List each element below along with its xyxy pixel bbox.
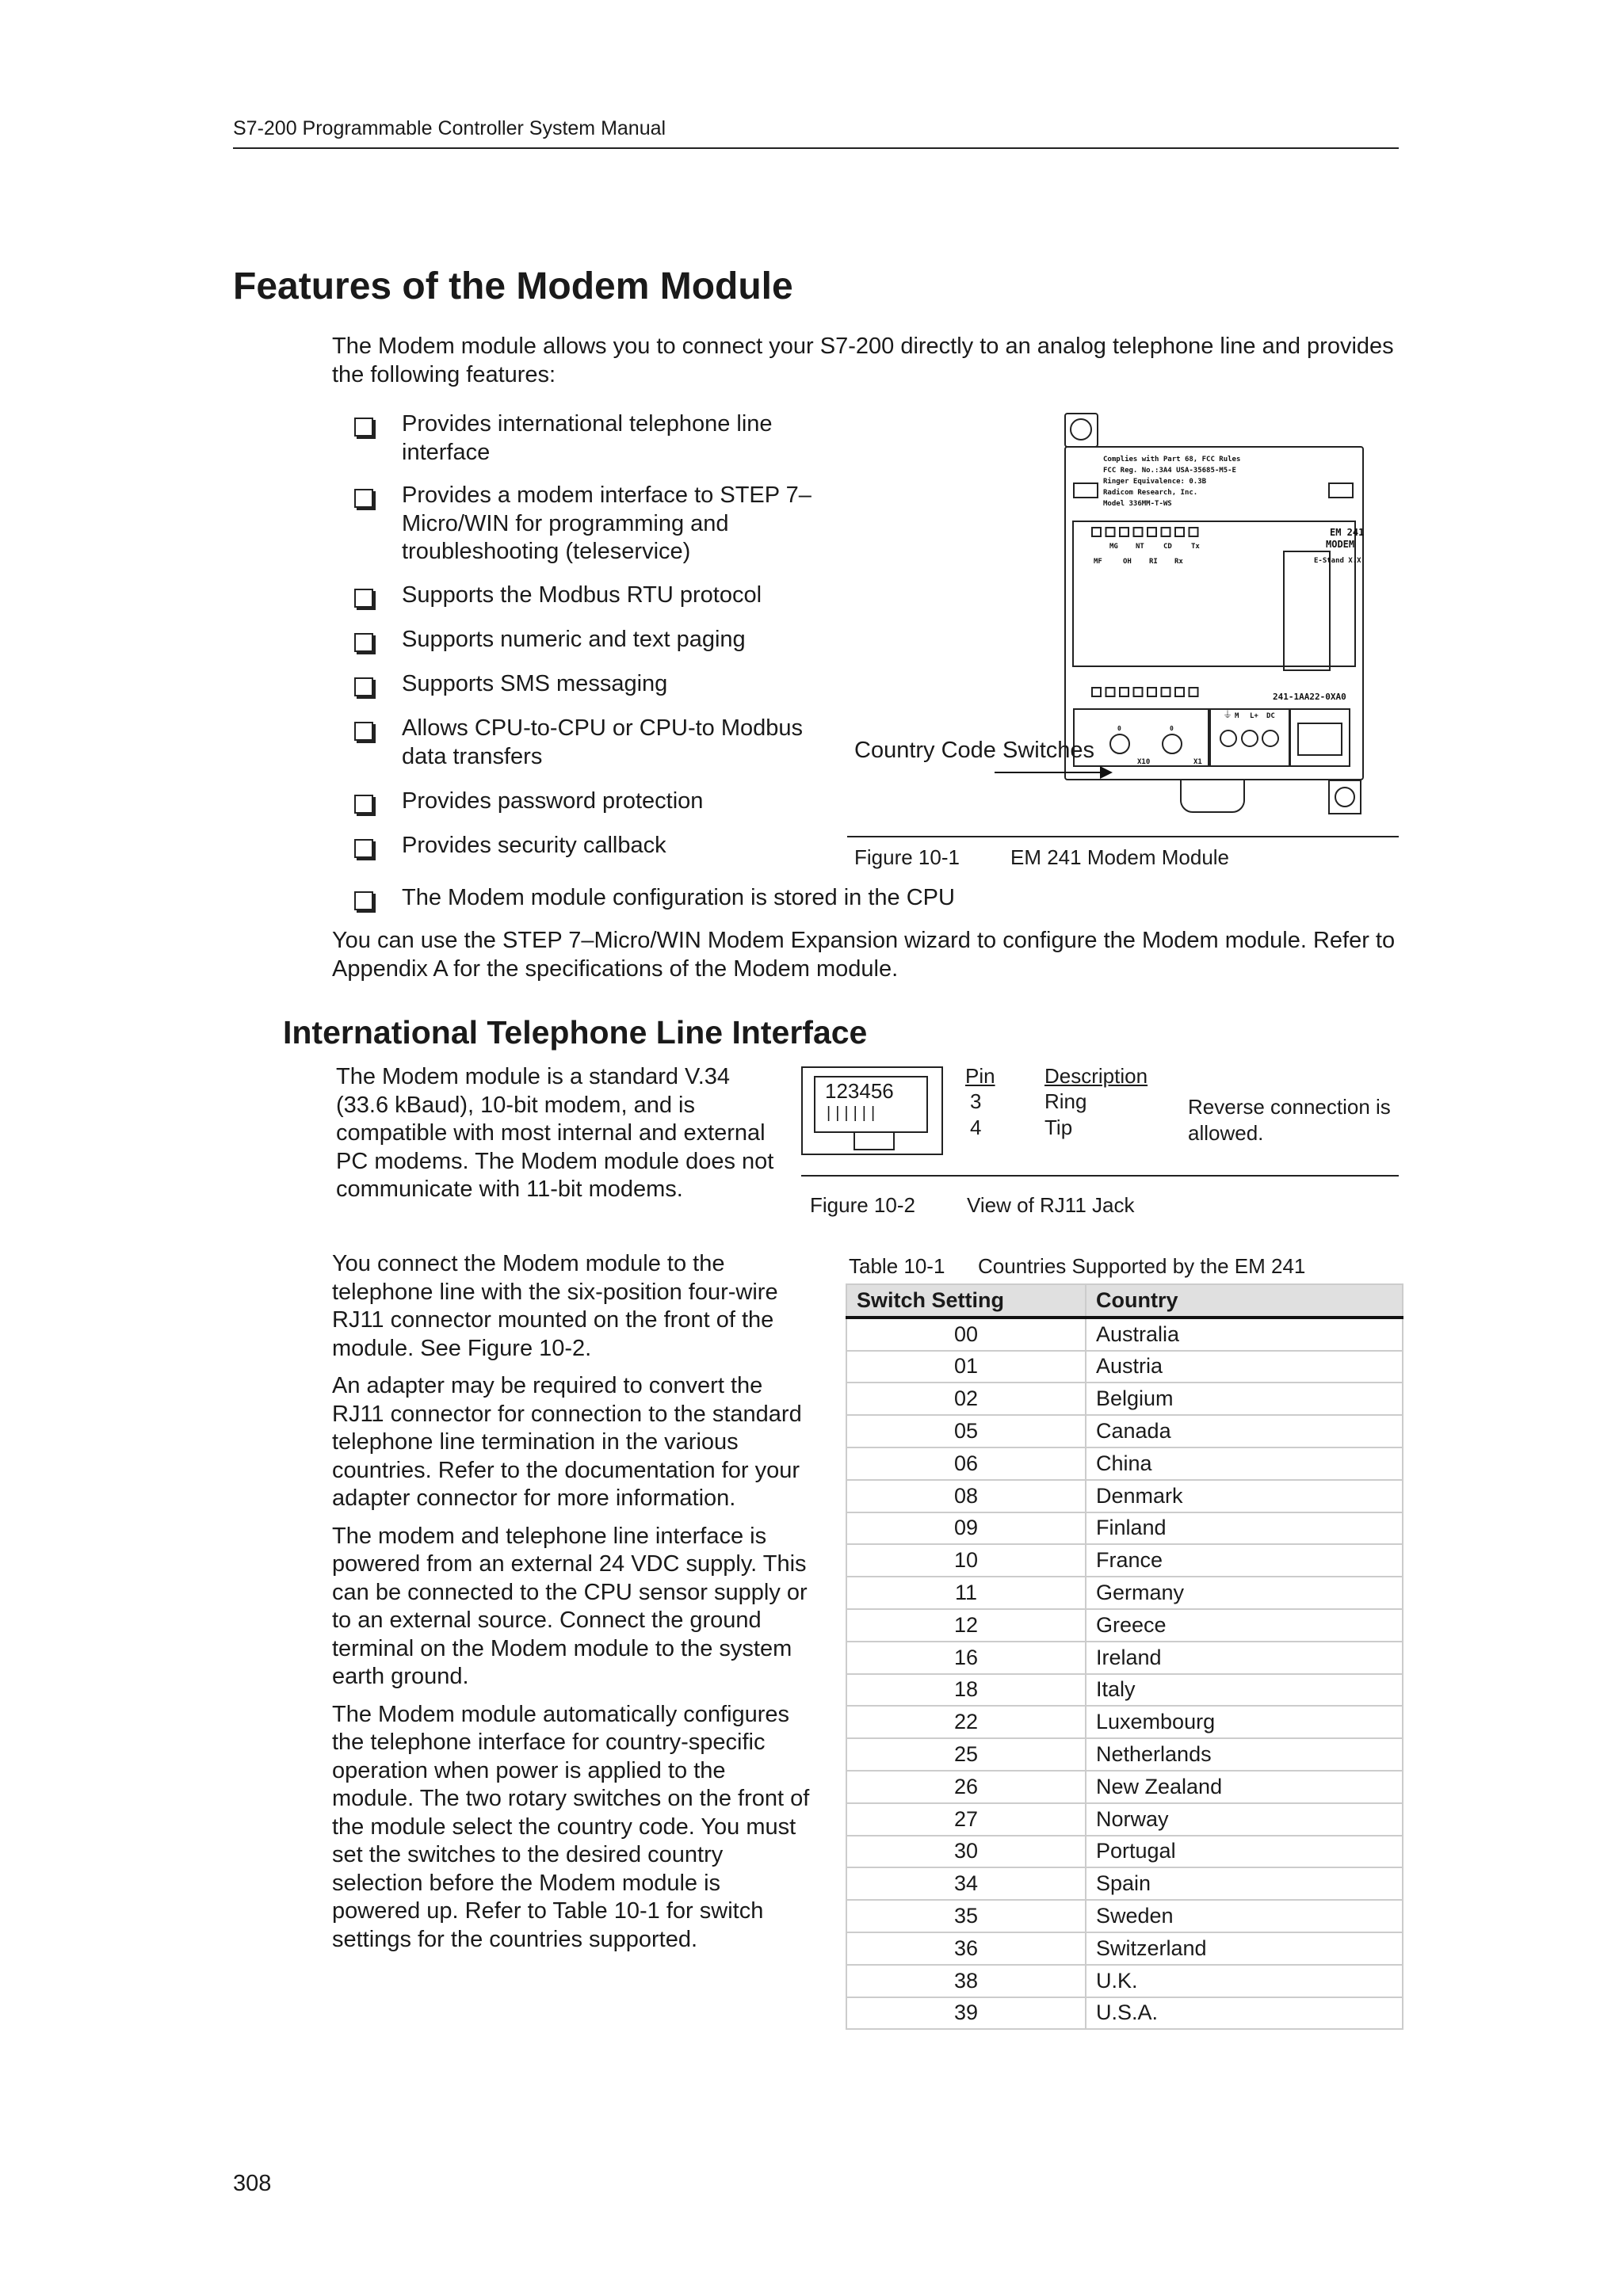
country: Norway (1086, 1803, 1403, 1836)
table-row (846, 1836, 1403, 1868)
switch-setting: 18 (846, 1674, 1086, 1707)
feature-item (354, 715, 814, 771)
country: Portugal (1086, 1836, 1403, 1868)
figure-label: Figure 10-1 (854, 845, 960, 869)
switch-setting: 36 (846, 1932, 1086, 1965)
feature-text: Provides password protection (402, 788, 704, 814)
switch-setting: 12 (846, 1609, 1086, 1642)
paragraph: An adapter may be required to convert the RJ11 connector for connection to the standard telephone line termination in the various countries. Refer to the documentation for your adapter connector for more information. (332, 1373, 802, 1511)
terminal-label: DC (1266, 712, 1275, 720)
led-indicator (1120, 528, 1128, 536)
switch-setting: 00 (846, 1318, 1086, 1351)
country: Finland (1086, 1512, 1403, 1545)
column-header: Switch Setting (846, 1284, 1086, 1318)
switch-setting: 25 (846, 1738, 1086, 1771)
dial-digit: 0 (1117, 725, 1121, 732)
countries-table (846, 1283, 1403, 2030)
feature-text: Supports SMS messaging (402, 671, 668, 696)
arrow-head-icon (1100, 766, 1113, 779)
country: Australia (1086, 1318, 1403, 1351)
checkbox-bullet-icon (354, 839, 373, 858)
led-indicator (1106, 688, 1115, 696)
switch-setting: 27 (846, 1803, 1086, 1836)
estand-label: E-Stand X.X (1314, 557, 1361, 565)
section-title: Features of the Modem Module (233, 265, 793, 307)
paragraph: You connect the Modem module to the telephone line with the six-position four-wire RJ11 connector mounted on the front of the module. See Figure 10-2. (332, 1251, 778, 1361)
figure-caption: EM 241 Modem Module (1010, 845, 1230, 869)
table-row (846, 1351, 1403, 1383)
switch-setting: 38 (846, 1965, 1086, 1997)
pin-description: Tip (1044, 1116, 1073, 1139)
table-row (846, 1900, 1403, 1932)
table-caption: Countries Supported by the EM 241 (978, 1254, 1306, 1278)
figure-label: Figure 10-2 (810, 1193, 915, 1217)
ground-icon: ⏚ (1223, 709, 1233, 720)
feature-item (354, 670, 814, 699)
feature-item (354, 582, 814, 610)
feature-text: Provides a modem interface to STEP 7–Micro/WIN for programming and troubleshooting (teleservice) (402, 482, 812, 564)
led-indicator (1106, 528, 1115, 536)
switch-label: X1 (1193, 758, 1202, 766)
dial-digit: 0 (1170, 725, 1174, 732)
terminal-label: L+ (1250, 712, 1258, 720)
country-code-callout: Country Code Switches (854, 738, 1095, 763)
led-indicator (1162, 528, 1170, 536)
module-model: EM 241 (1330, 527, 1365, 538)
switch-setting: 39 (846, 1997, 1086, 2030)
feature-text: Provides security callback (402, 833, 666, 858)
table-row (846, 1803, 1403, 1836)
description-header: Description (1044, 1064, 1148, 1088)
country: Ireland (1086, 1642, 1403, 1674)
table-row (846, 1447, 1403, 1480)
led-label: OH (1123, 558, 1132, 566)
country: Germany (1086, 1577, 1403, 1609)
switch-setting: 10 (846, 1544, 1086, 1577)
module-label-line: FCC Reg. No.:3A4 USA-35685-M5-E (1103, 467, 1236, 475)
table-row (846, 1480, 1403, 1512)
country: Austria (1086, 1351, 1403, 1383)
feature-text: Supports numeric and text paging (402, 627, 746, 652)
country: Canada (1086, 1415, 1403, 1447)
table-row (846, 1674, 1403, 1707)
led-indicator (1175, 528, 1184, 536)
table-row (846, 1383, 1403, 1415)
led-indicator (1120, 688, 1128, 696)
feature-text: Allows CPU-to-CPU or CPU-to Modbus data transfers (402, 715, 804, 769)
feature-item (354, 884, 1115, 913)
paragraph: The Modem module automatically configures the telephone interface for country-specific operation when power is applied to the module. The two rotary switches on the front of the module select the country code. You must set the switches to the desired country selection before the Modem module is powered up. Refer to Table 10-1 for switch settings for the countries supported. (332, 1701, 810, 1952)
led-indicator (1134, 688, 1143, 696)
switch-setting: 11 (846, 1577, 1086, 1609)
country: Greece (1086, 1609, 1403, 1642)
switch-setting: 08 (846, 1480, 1086, 1512)
country: Sweden (1086, 1900, 1403, 1932)
led-label: Rx (1174, 558, 1183, 566)
table-row (846, 1771, 1403, 1803)
figure-rule (847, 836, 1399, 837)
table-row (846, 1609, 1403, 1642)
rj11-jack-drawing (801, 1066, 943, 1155)
table-row (846, 1577, 1403, 1609)
led-indicator (1190, 528, 1198, 536)
pin-number: 4 (970, 1116, 982, 1139)
checkbox-bullet-icon (354, 489, 373, 508)
table-row (846, 1867, 1403, 1900)
checkbox-bullet-icon (354, 795, 373, 814)
country: China (1086, 1447, 1403, 1480)
led-indicator (1134, 528, 1143, 536)
led-indicator (1190, 688, 1198, 696)
country: Belgium (1086, 1383, 1403, 1415)
led-indicator (1148, 688, 1156, 696)
table-row (846, 1965, 1403, 1997)
table-row (846, 1706, 1403, 1738)
country: New Zealand (1086, 1771, 1403, 1803)
table-row (846, 1997, 1403, 2030)
checkbox-bullet-icon (354, 677, 373, 696)
switch-setting: 34 (846, 1867, 1086, 1900)
switch-setting: 26 (846, 1771, 1086, 1803)
jack-pin-numbers: 123456 (825, 1079, 894, 1103)
pin-header: Pin (965, 1064, 995, 1088)
country: Denmark (1086, 1480, 1403, 1512)
led-label: CD (1163, 543, 1172, 551)
led-label: NT (1136, 543, 1144, 551)
switch-setting: 30 (846, 1836, 1086, 1868)
checkbox-bullet-icon (354, 418, 373, 437)
led-label: MF (1094, 558, 1102, 566)
led-indicator (1162, 688, 1170, 696)
reverse-connection-note: Reverse connection is allowed. (1188, 1095, 1391, 1145)
page-number: 308 (233, 2171, 272, 2196)
running-header: S7-200 Programmable Controller System Manual (233, 117, 666, 139)
subsection-title: International Telephone Line Interface (283, 1014, 868, 1051)
header-rule (233, 147, 1399, 149)
switch-setting: 09 (846, 1512, 1086, 1545)
em241-module-drawing (1062, 412, 1403, 824)
led-indicator (1175, 688, 1184, 696)
intro-paragraph: The Modem module allows you to connect your S7-200 directly to an analog telephone line and provides the following features: (332, 334, 1394, 387)
paragraph: The modem and telephone line interface is powered from an external 24 VDC supply. This can be connected to the CPU sensor supply or to an external source. Connect the ground terminal on the Modem module to the system earth ground. (332, 1523, 808, 1689)
wizard-paragraph: You can use the STEP 7–Micro/WIN Modem Expansion wizard to configure the Modem module. Refer to Appendix A for the specifications of the Modem module. (332, 928, 1396, 982)
feature-item (354, 626, 814, 654)
country: France (1086, 1544, 1403, 1577)
table-row (846, 1415, 1403, 1447)
table-row (846, 1642, 1403, 1674)
module-label-line: Radicom Research, Inc. (1103, 489, 1198, 497)
switch-setting: 16 (846, 1642, 1086, 1674)
table-row (846, 1318, 1403, 1351)
order-number: 241-1AA22-0XA0 (1273, 692, 1346, 702)
table-row (846, 1738, 1403, 1771)
pin-number: 3 (970, 1089, 982, 1113)
checkbox-bullet-icon (354, 891, 373, 910)
led-indicator (1092, 528, 1101, 536)
module-label-line: Complies with Part 68, FCC Rules (1103, 456, 1241, 463)
led-label: MG (1109, 543, 1118, 551)
switch-setting: 35 (846, 1900, 1086, 1932)
country: U.K. (1086, 1965, 1403, 1997)
checkbox-bullet-icon (354, 589, 373, 608)
feature-text: Supports the Modbus RTU protocol (402, 582, 762, 608)
feature-item (354, 482, 814, 566)
feature-text: Provides international telephone line interface (402, 411, 773, 465)
switch-setting: 06 (846, 1447, 1086, 1480)
table-row (846, 1932, 1403, 1965)
switch-setting: 02 (846, 1383, 1086, 1415)
figure-rule (801, 1175, 1399, 1177)
country: Luxembourg (1086, 1706, 1403, 1738)
checkbox-bullet-icon (354, 722, 373, 741)
jack-contacts: |||||| (827, 1104, 880, 1122)
country: U.S.A. (1086, 1997, 1403, 2030)
switch-setting: 05 (846, 1415, 1086, 1447)
module-type: MODEM (1326, 539, 1355, 550)
country: Netherlands (1086, 1738, 1403, 1771)
body-column (332, 1250, 812, 1954)
figure-caption: View of RJ11 Jack (967, 1193, 1135, 1217)
switch-setting: 01 (846, 1351, 1086, 1383)
country: Switzerland (1086, 1932, 1403, 1965)
module-label-line: Ringer Equivalence: 0.3B (1103, 478, 1207, 486)
led-label: Tx (1191, 543, 1200, 551)
table-row (846, 1544, 1403, 1577)
module-label-line: Model 336MM-T-WS (1103, 500, 1172, 508)
table-row (846, 1512, 1403, 1545)
country: Spain (1086, 1867, 1403, 1900)
checkbox-bullet-icon (354, 633, 373, 652)
table-label: Table 10-1 (849, 1254, 945, 1278)
pin-description: Ring (1044, 1089, 1087, 1113)
led-indicator (1148, 528, 1156, 536)
country: Italy (1086, 1674, 1403, 1707)
feature-item (354, 832, 814, 860)
terminal-label: M (1235, 712, 1239, 720)
column-header: Country (1086, 1284, 1403, 1318)
feature-text: The Modem module configuration is stored in the CPU (402, 885, 955, 910)
feature-item (354, 788, 814, 816)
v34-paragraph: The Modem module is a standard V.34 (33.6 kBaud), 10-bit modem, and is compatible with most internal and external PC modems. The Modem module does not communicate with 11-bit modems. (336, 1064, 774, 1202)
switch-setting: 22 (846, 1706, 1086, 1738)
switch-label: X10 (1137, 758, 1151, 766)
led-label: RI (1149, 558, 1158, 566)
feature-item (354, 410, 814, 467)
led-indicator (1092, 688, 1101, 696)
callout-arrow (995, 772, 1106, 773)
